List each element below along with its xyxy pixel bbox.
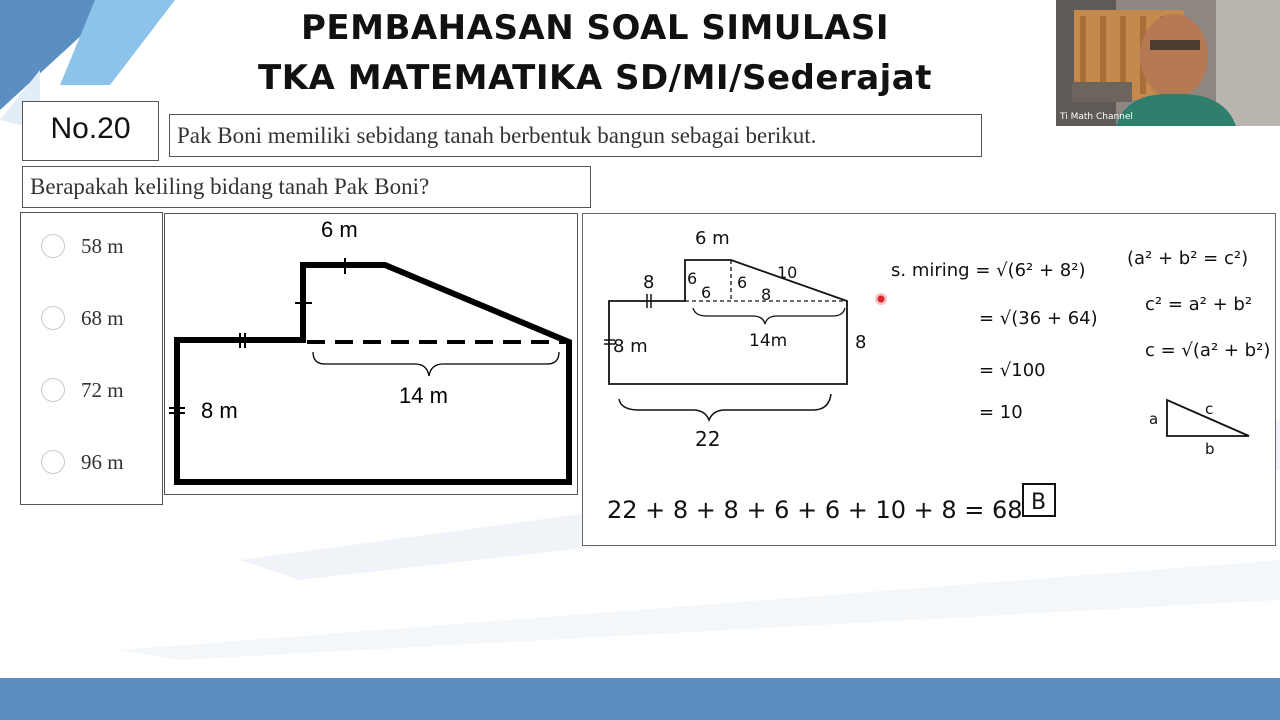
title-line-1: PEMBAHASAN SOAL SIMULASI bbox=[300, 8, 890, 48]
width-length-label: 14 m bbox=[399, 383, 448, 408]
radio-icon[interactable] bbox=[41, 450, 65, 474]
sketch-brace-bottom bbox=[619, 394, 831, 420]
formula-1: (a² + b² = c²) bbox=[1127, 248, 1249, 269]
radio-icon[interactable] bbox=[41, 234, 65, 258]
bottom-bar bbox=[0, 678, 1280, 720]
formula-3: c = √(a² + b²) bbox=[1145, 340, 1271, 361]
width-brace bbox=[313, 352, 559, 376]
sketch-bottom-label: 22 bbox=[695, 427, 721, 451]
option-b[interactable] bbox=[21, 299, 161, 339]
triangle-b-label: b bbox=[1205, 440, 1215, 458]
question-prompt: Berapakah keliling bidang tanah Pak Boni? bbox=[30, 174, 430, 199]
option-label: 96 m bbox=[81, 450, 124, 474]
option-label: 72 m bbox=[81, 378, 124, 402]
pointer-dot bbox=[878, 296, 885, 303]
step-1: s. miring = √(6² + 8²) bbox=[891, 260, 1086, 281]
option-a[interactable] bbox=[21, 227, 161, 267]
option-d[interactable] bbox=[21, 443, 161, 483]
title-line-2: TKA MATEMATIKA SD/MI/Sederajat bbox=[258, 58, 932, 98]
triangle-c-label: c bbox=[1205, 400, 1214, 418]
radio-icon[interactable] bbox=[41, 306, 65, 330]
option-label: 58 m bbox=[81, 234, 124, 258]
land-shape-figure bbox=[165, 214, 577, 494]
channel-name: Ti Math Channel bbox=[1060, 112, 1133, 122]
step-3: = √100 bbox=[979, 360, 1046, 381]
question-number-box bbox=[22, 101, 159, 161]
presenter-image bbox=[1056, 0, 1280, 126]
sketch-inner-label: 6 bbox=[687, 269, 698, 288]
question-statement-box bbox=[169, 114, 982, 157]
option-label: 68 m bbox=[81, 306, 124, 330]
side-length-label: 8 m bbox=[201, 398, 238, 423]
step-2: = √(36 + 64) bbox=[979, 308, 1098, 329]
webcam-video bbox=[1056, 0, 1280, 126]
question-statement: Pak Boni memiliki sebidang tanah berbentuk bangun sebagai berikut. bbox=[177, 123, 817, 148]
top-length-label: 6 m bbox=[321, 217, 358, 242]
options-panel bbox=[20, 212, 163, 505]
question-prompt-box bbox=[22, 166, 591, 208]
problem-figure-panel bbox=[164, 213, 578, 495]
sketch-inner-label: 8 bbox=[761, 285, 772, 304]
sketch-inner-label: 6 bbox=[737, 273, 748, 292]
solution-panel bbox=[582, 213, 1276, 546]
option-c[interactable] bbox=[21, 371, 161, 411]
sketch-slant-label: 10 bbox=[777, 263, 798, 282]
sketch-right-label: 8 bbox=[855, 332, 867, 353]
sketch-side-label: 8 m bbox=[613, 336, 648, 357]
formula-2: c² = a² + b² bbox=[1145, 294, 1253, 315]
triangle-a-label: a bbox=[1149, 410, 1159, 428]
land-outline bbox=[177, 265, 569, 482]
sketch-top-label: 6 m bbox=[695, 228, 730, 249]
radio-icon[interactable] bbox=[41, 378, 65, 402]
solution-sketch bbox=[583, 214, 1275, 545]
sketch-left-small-label: 8 bbox=[643, 272, 655, 293]
sketch-brace bbox=[693, 308, 845, 324]
question-number: No.20 bbox=[50, 112, 131, 145]
step-4: = 10 bbox=[979, 402, 1023, 423]
sketch-mid-label: 14m bbox=[749, 331, 788, 351]
sketch-inner-label: 6 bbox=[701, 283, 712, 302]
answer-letter: B bbox=[1031, 490, 1047, 515]
final-equation: 22 + 8 + 8 + 6 + 6 + 10 + 8 = 68 bbox=[607, 496, 1023, 524]
